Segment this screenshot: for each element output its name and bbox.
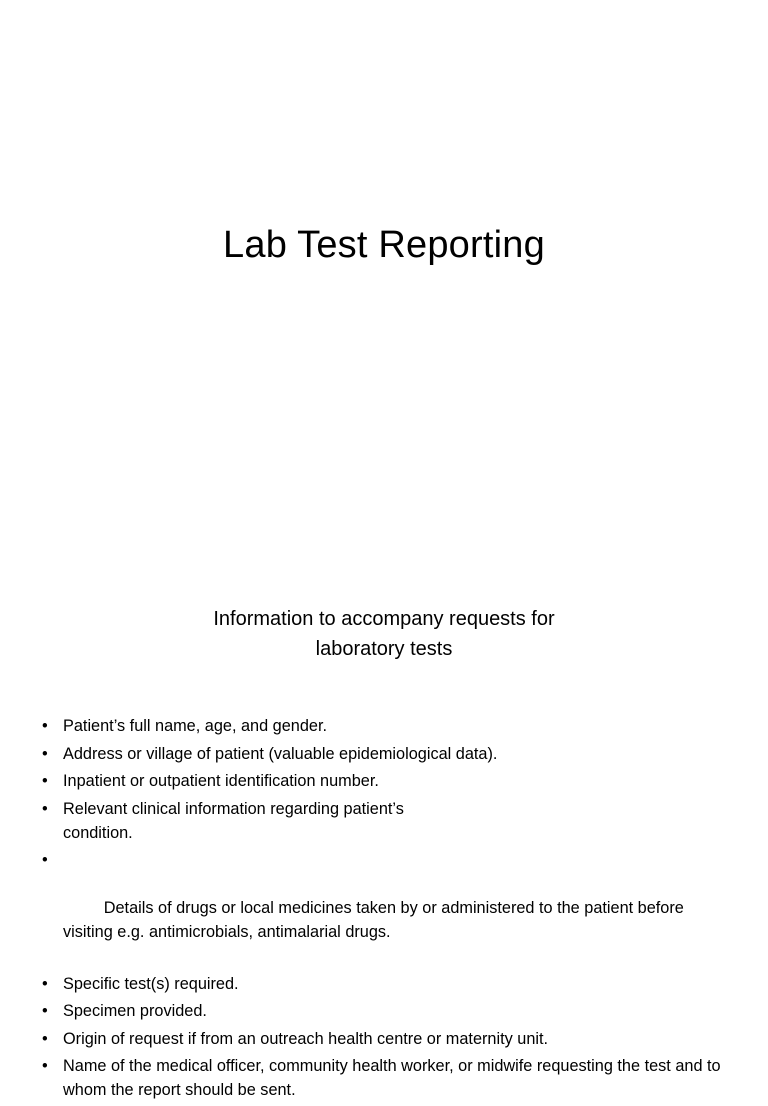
bullet-text: Specific test(s) required.	[63, 974, 239, 993]
bullet-icon: •	[42, 1057, 48, 1075]
bullet-text: Origin of request if from an outreach health centre or maternity unit.	[63, 1029, 549, 1048]
bullet-text: Address or village of patient (valuable epidemiological data).	[63, 744, 498, 763]
bullet-icon: •	[42, 744, 48, 763]
bullet-icon: •	[42, 1002, 48, 1020]
bullet-text: Relevant clinical information regarding patient’s condition.	[63, 799, 404, 842]
bullet-icon: •	[42, 974, 48, 993]
bullet-icon: •	[42, 799, 48, 818]
bullet-item-clinical-information	[40, 797, 730, 845]
bullet-item-origin	[40, 1027, 730, 1051]
bullet-text: Details of drugs or local medicines taken by or administered to the patient before visiting e.g. antimicrobials, antimalarial drugs.	[63, 899, 689, 941]
bullet-icon: •	[42, 1029, 48, 1048]
bullet-item-patient-details	[40, 714, 730, 738]
bullet-icon: •	[42, 772, 48, 790]
bullet-item-address	[40, 742, 730, 766]
bullet-item-drugs	[40, 848, 730, 968]
bullet-item-identification	[40, 769, 730, 793]
subtitle-line-2: laboratory tests	[315, 638, 453, 660]
bullet-text: Inpatient or outpatient identification number.	[63, 772, 379, 790]
bullet-item-specimen	[40, 999, 730, 1023]
bullet-item-tests-required	[40, 972, 730, 996]
bullet-list	[40, 714, 730, 1106]
bullet-text: Name of the medical officer, community health worker, or midwife requesting the test and to whom the report should be sent.	[63, 1057, 721, 1099]
bullet-item-requesting-officer	[40, 1054, 730, 1102]
bullet-icon: •	[42, 717, 48, 735]
bullet-icon: •	[42, 851, 48, 869]
content-slide	[0, 576, 768, 1099]
bullet-text: Patient’s full name, age, and gender.	[63, 717, 328, 735]
bullet-text: Specimen provided.	[63, 1002, 207, 1020]
page-title: Lab Test Reporting	[223, 224, 545, 266]
subtitle-line-1: Information to accompany requests for	[213, 608, 555, 630]
slide-subtitle	[0, 604, 768, 664]
